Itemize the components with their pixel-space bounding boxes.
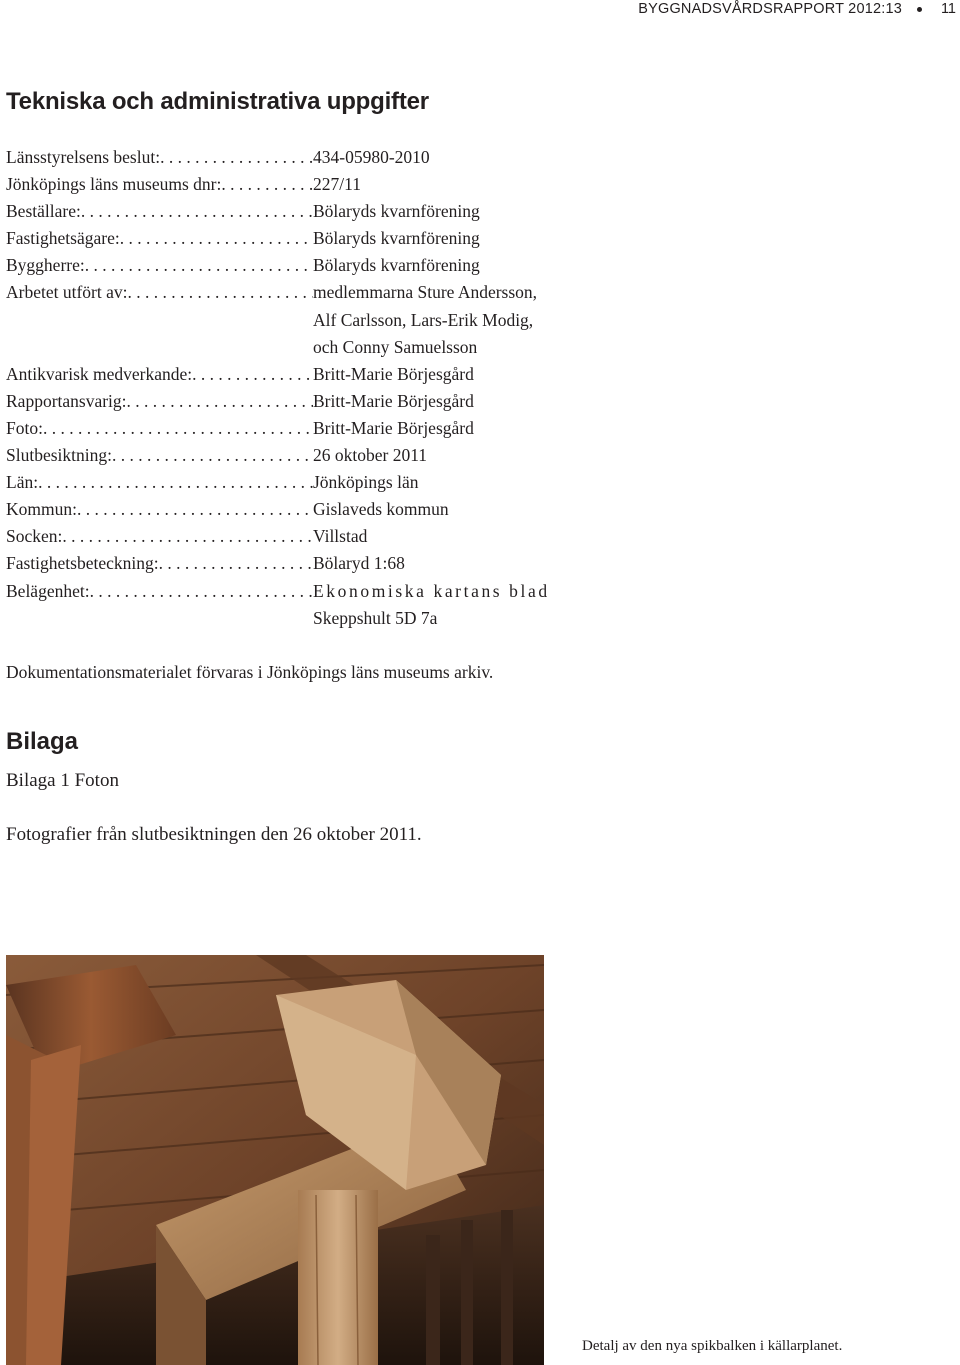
fact-value: 26 oktober 2011: [313, 445, 428, 466]
fact-row: [6, 496, 626, 523]
fact-row: [6, 252, 626, 279]
fact-label: Fastighetsbeteckning: . . .: [6, 550, 313, 577]
fact-row: [6, 279, 626, 306]
fact-value: och Conny Samuelsson: [313, 336, 478, 357]
fact-row: [6, 469, 626, 496]
fact-value: 227/11: [313, 174, 361, 195]
fact-row: [6, 578, 626, 605]
fact-label: Belägenhet: . . .: [6, 578, 313, 605]
fact-value: Gislaveds kommun: [313, 499, 449, 520]
fact-label: Länsstyrelsens beslut: . . .: [6, 144, 313, 171]
fact-row: [6, 442, 626, 469]
fact-value: Bölaryds kvarnförening: [313, 255, 480, 276]
fact-label: Län: . . .: [6, 469, 313, 496]
fact-row: [6, 198, 626, 225]
fact-value: 434-05980-2010: [313, 147, 430, 167]
basement-beam-photo: [6, 955, 544, 1365]
fact-value: Alf Carlsson, Lars-Erik Modig,: [313, 309, 534, 330]
fact-label: Slutbesiktning: . . .: [6, 442, 313, 469]
fact-value: medlemmarna Sture Andersson,: [313, 282, 538, 303]
section-title: Tekniska och administrativa uppgifter: [6, 88, 429, 115]
fact-value: Britt-Marie Börjesgård: [313, 390, 474, 411]
fact-row: [6, 388, 626, 415]
fact-label: Beställare: . . .: [6, 198, 313, 225]
archive-note: Dokumentationsmaterialet förvaras i Jönköpings läns museums arkiv.: [6, 662, 494, 682]
facts-list: [6, 144, 626, 632]
fact-label: Byggherre: . . .: [6, 252, 313, 279]
fact-value: Bölaryd 1:68: [313, 553, 405, 574]
photo-caption: Detalj av den nya spikbalken i källarplanet.: [582, 1338, 843, 1354]
fact-row: [6, 171, 626, 198]
fact-value: Britt-Marie Börjesgård: [313, 363, 474, 384]
fact-value: Britt-Marie Börjesgård: [313, 417, 474, 438]
fact-row-continuation: [6, 307, 626, 334]
running-header: [0, 0, 960, 18]
fact-label: Arbetet utfört av: . . .: [6, 279, 313, 306]
fact-label: Rapportansvarig: . . .: [6, 388, 313, 415]
fact-row-continuation: [6, 605, 626, 632]
fact-label: Foto: . . .: [6, 415, 313, 442]
fact-value: Bölaryds kvarnförening: [313, 228, 480, 249]
fact-row-continuation: [6, 334, 626, 361]
page-number: 11: [940, 1, 956, 17]
fact-label: Kommun: . . .: [6, 496, 313, 523]
photo-illustration: [6, 955, 544, 1365]
fact-row: [6, 361, 626, 388]
running-title: BYGGNADSVÅRDSRAPPORT 2012:13: [638, 1, 902, 17]
fact-label: Fastighetsägare: . . .: [6, 225, 313, 252]
bullet-separator: [917, 7, 922, 12]
fact-row: [6, 550, 626, 577]
fact-label: Socken: . . .: [6, 523, 313, 550]
appendix-heading: Bilaga: [6, 728, 79, 755]
fact-row: [6, 225, 626, 252]
photo-intro-text: Fotografier från slutbesiktningen den 26 oktober 2011.: [6, 824, 422, 845]
appendix-item: Bilaga 1 Foton: [6, 770, 119, 791]
fact-value: Ekonomiska kartans blad: [313, 580, 550, 601]
fact-label: Jönköpings läns museums dnr: . . .: [6, 171, 313, 198]
fact-value: Skeppshult 5D 7a: [313, 607, 438, 628]
fact-label: Antikvarisk medverkande: . . .: [6, 361, 313, 388]
fact-value: Bölaryds kvarnförening: [313, 201, 480, 222]
fact-row: [6, 144, 626, 171]
fact-value: Jönköpings län: [313, 472, 419, 493]
fact-value: Villstad: [313, 526, 368, 547]
fact-row: [6, 523, 626, 550]
fact-row: [6, 415, 626, 442]
